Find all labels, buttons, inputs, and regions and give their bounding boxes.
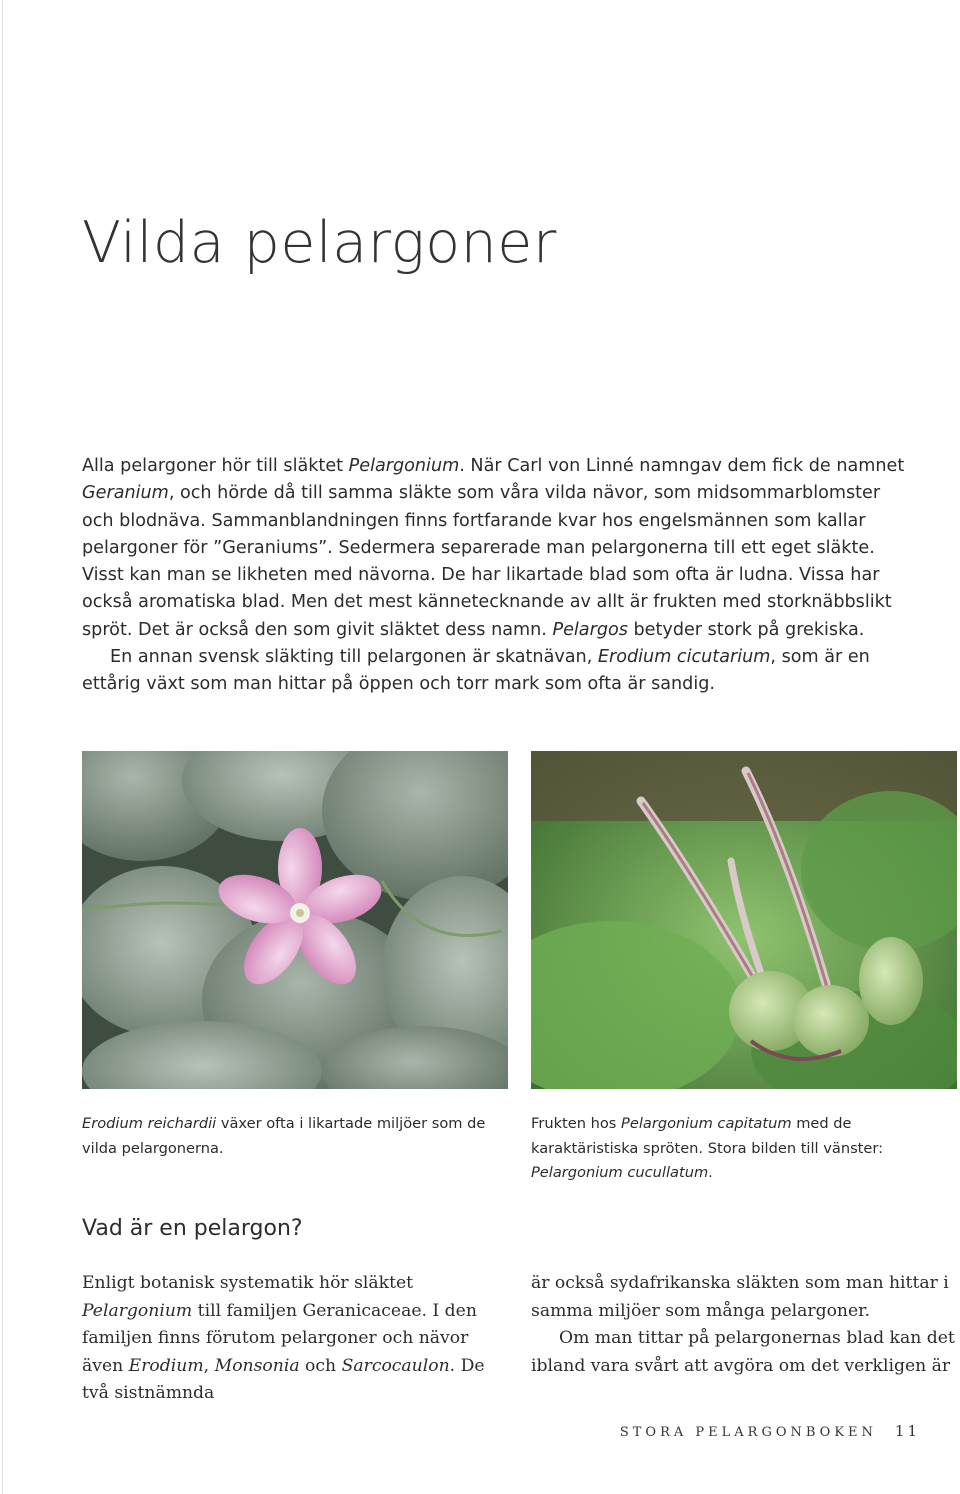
caption-right: Frukten hos Pelargonium capitatum med de karaktäristiska spröten. Stora bilden till vänster: Pelargonium cucullatum.: [531, 1115, 884, 1181]
book-title: STORA PELARGONBOKEN: [619, 1425, 877, 1440]
body-column-right: [531, 1270, 960, 1380]
photo-erodium-image: [82, 751, 508, 1089]
body-column-left: [82, 1270, 512, 1408]
italic-term: Erodium: [128, 1355, 204, 1376]
caption-left: Erodium reichardii växer ofta i likartade miljöer som de vilda pelargonerna.: [82, 1115, 486, 1157]
photo-erodium-reichardii: [82, 751, 508, 1089]
italic-term: Geranium: [82, 483, 169, 504]
section-heading: Vad är en pelargon?: [82, 1216, 303, 1241]
italic-term: Pelargonium: [82, 1300, 193, 1321]
page-number: 11: [894, 1422, 920, 1440]
italic-term: Monsonia: [214, 1355, 300, 1376]
intro-paragraph-2: En annan svensk släkting till pelargonen är skatnävan, Erodium cicutarium, som är en ettårig växt som man hittar på öppen och torr mark som ofta är sandig.: [82, 647, 870, 695]
photo-pelargonium-capitatum: [531, 751, 957, 1089]
page-footer: [620, 1422, 920, 1440]
body-paragraph-left: Enligt botanisk systematik hör släktet Pelargonium till familjen Geranicaceae. I den familjen finns förutom pelargoner och nävor även Erodium, Monsonia och Sarcocaulon. De två sistnämnda: [82, 1273, 485, 1403]
body-paragraph-right-1: är också sydafrikanska släkten som man hittar i samma miljöer som många pelargoner.: [531, 1273, 949, 1321]
body-paragraph-right-2: Om man tittar på pelargonernas blad kan det ibland vara svårt att avgöra om det verkligen är: [531, 1328, 955, 1376]
photo-capitatum-image: [531, 751, 957, 1089]
page-edge: [2, 0, 3, 1494]
italic-term: Erodium reichardii: [82, 1115, 217, 1132]
italic-term: Sarcocaulon: [341, 1355, 450, 1376]
italic-term: Pelargonium: [348, 456, 460, 476]
italic-term: Pelargos: [552, 619, 628, 640]
italic-term: Erodium cicutarium: [597, 647, 771, 668]
italic-term: Pelargonium capitatum: [621, 1115, 792, 1132]
intro-paragraph-1: Alla pelargoner hör till släktet Pelargonium. När Carl von Linné namngav dem fick de namnet Geranium, och hörde då till samma släkte som våra vilda nävor, som midsommarblomster och blodnäva. Sammanblandningen finns fortfarande kvar hos engelsmännen som kallar pelargoner för ”Geraniums”. Sedermera separerade man pelargonerna till ett eget släkte. Visst kan man se likheten med nävorna. De har likartade blad som ofta är ludna. Vissa har också aromatiska blad. Men det mest kännetecknande av allt är frukten med storknäbbslikt spröt. Det är också den som givit släktet dess namn. Pelargos betyder stork på grekiska.: [82, 456, 905, 640]
italic-term: Pelargonium cucullatum: [531, 1164, 709, 1181]
page-title: Vilda pelargoner: [82, 210, 557, 276]
intro-text: [82, 453, 912, 699]
